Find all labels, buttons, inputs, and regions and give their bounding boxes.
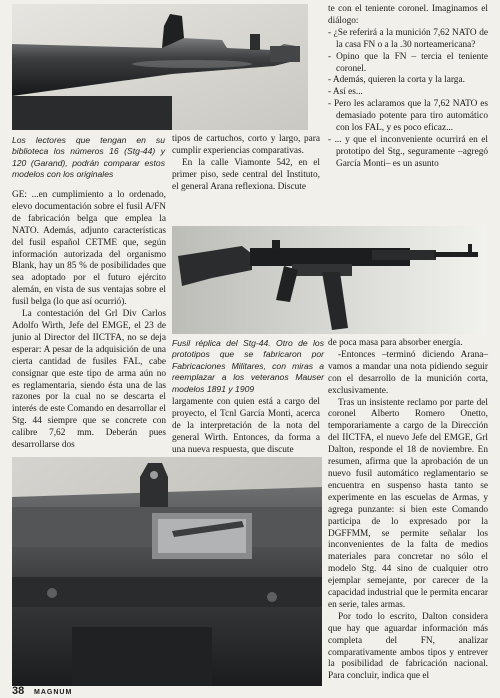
paragraph: largamente con quien está a cargo del proyecto, el Tcnl García Monti, acerca de la interpretación de la nota del general Wirth. Entonces, da forma a una nueva respuesta, que discute: [172, 397, 320, 455]
column-3-lower-text: [328, 338, 488, 683]
paragraph: de poca masa para absorber energía.: [328, 338, 463, 348]
dialogue-line: - Opino que la FN – tercia el teniente coronel.: [328, 51, 488, 74]
column-1-text: [12, 190, 166, 452]
top-photo-caption: Los lectores que tengan en su biblioteca los números 16 (Stg-44) y 120 (Garand), podrán comparar estos modelos con los originales: [12, 135, 165, 180]
column-2-lower-text: [172, 397, 320, 457]
paragraph: -Entonces –terminó diciendo Arana– vamos a mandar una nota pidiendo seguir con el desarrollo de la munición corta, exclusivamente.: [328, 349, 488, 396]
dialogue-line: - ¿Se referirá a la munición 7,62 NATO de la casa FN o a la .30 norteamericana?: [328, 27, 488, 50]
middle-photo-caption: Fusil réplica del Stg-44. Otro de los prototipos que se fabricaron por Fabricaciones Militares, con miras a reemplazar a los veteranos Mauser modelos 1891 y 1909: [172, 338, 324, 394]
paragraph: Por todo lo escrito, Dalton considera que hay que aguardar información más completa del FN, analizar comparativamente ambos tipos y entrever la posibilidad de fabricación nacional. Para concluir, indica que el: [328, 611, 488, 682]
stg44-replica-photo: [172, 226, 486, 334]
column-2-upper-text: [172, 134, 320, 194]
dialogue-line: - Pero les aclaramos que la 7,62 NATO es demasiado potente para tiro automático con los FAL, y es poco eficaz...: [328, 99, 488, 134]
paragraph: En la calle Viamonte 542, en el primer piso, sede central del Instituto, el general Arana reflexiona. Discute: [172, 157, 320, 192]
paragraph: tipos de cartuchos, corto y largo, para cumplir experiencias comparativas.: [172, 134, 320, 156]
magazine-name: MAGNUM: [34, 689, 73, 696]
dialogue-line: - Así es...: [328, 87, 363, 98]
paragraph: La contestación del Grl Div Carlos Adolfo Wirth, Jefe del EMGE, el 23 de junio al Director del IICTFA, no se deja esperar: A pesar de la adquisición de una cierta cantidad de fusiles FAL, cabe consignar que este tipo de arma aún no es reglamentaria, siendo ésta una de las razones por la cual no se descarta el interés de este Comando en desarrollar el Stg. 44 siempre que se concrete con calibre 7,62 mm. Deberán pues desarrollarse dos: [12, 309, 166, 451]
dialogue-line: - Además, quieren la corta y la larga.: [328, 75, 465, 86]
page-footer: [0, 686, 500, 698]
paragraph: te con el teniente coronel. Imaginamos el diálogo:: [328, 4, 488, 26]
barrel-closeup-photo: [12, 4, 308, 130]
page-number: 38: [12, 685, 25, 697]
receiver-closeup-photo: [12, 457, 322, 686]
dialogue-line: - ... y que el inconveniente ocurrirá en el prototipo del Stg., seguramente –agregó García Monti– es un asunto: [328, 134, 488, 169]
paragraph: Tras un insistente reclamo por parte del coronel Alberto Romero Onetto, temporariamente a cargo de la Dirección del IICTFA, el nuevo Jefe del EMGE, Grl Dalton, responde el 18 de noviembre. En resumen, afirma que la aprobación de un nuevo fusil automático reglamentario se encuentra en suspenso hasta tanto se experimente en las escuelas de Armas, y agrega punzante: si bien este Comando participa de lo expresado por la DGFFMM, se permite señalar los inconvenientes de la falta de medios materiales para concretar no sólo el modelo Stg. 44 sino de cualquier otro ejemplar semejante, por carecer de la capacidad industrial que le permita encarar en serie, tales armas.: [328, 397, 488, 610]
column-3-upper-text: [328, 4, 488, 171]
paragraph: GE: ...en cumplimiento a lo ordenado, elevo documentación sobre el fusil A/FN de fabricación belga que emplea la NATO. Además, adjunto características del fusil español CETME que, según información autorizada del organismo Blank, hay un 85 % de posibilidades que sea adoptado por el futuro ejército alemán, en vista de sus ventajas sobre el fusil belga (lo que así ocurrió).: [12, 190, 166, 308]
